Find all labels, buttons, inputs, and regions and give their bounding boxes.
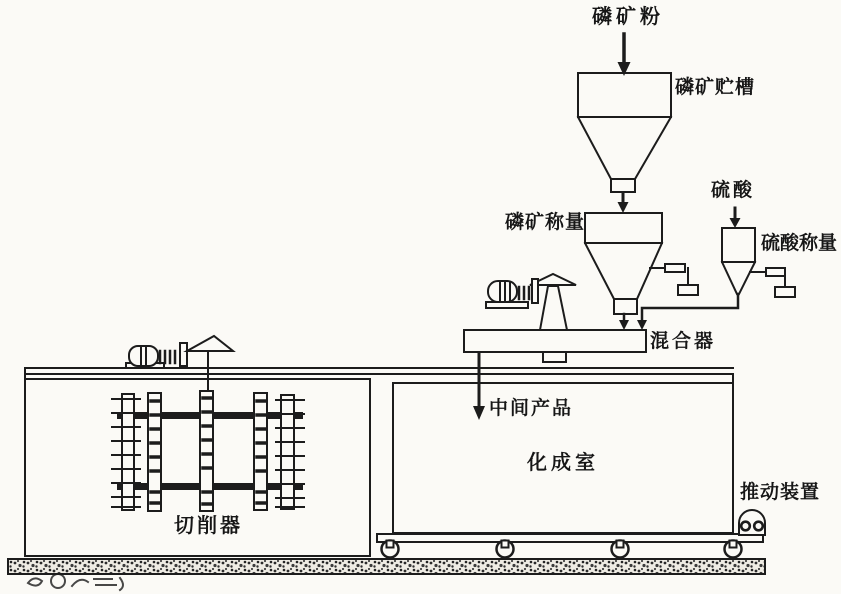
label-phosphate-powder: 磷矿粉 <box>592 4 664 28</box>
phosphate-scale-linkage <box>650 264 698 295</box>
watermark <box>28 574 123 590</box>
label-curing-chamber: 化成室 <box>527 450 599 474</box>
sulfuric-pipe-arrow <box>637 294 738 330</box>
mixer-body-shape <box>464 330 646 362</box>
label-phosphate-storage-hopper: 磷矿贮槽 <box>675 76 756 98</box>
label-intermediate-product: 中间产品 <box>489 397 574 419</box>
sulfuric-scale-linkage <box>750 268 795 297</box>
sulfuric-weigh-hopper-shape <box>722 228 755 294</box>
phosphate-storage-hopper-shape <box>578 73 671 192</box>
phosphate-weigh-hopper-shape <box>585 213 662 314</box>
cutter-motor <box>126 336 233 392</box>
label-phosphate-weigher: 磷矿称量 <box>505 211 586 233</box>
label-cutter: 切削器 <box>174 513 243 537</box>
label-mixer: 混合器 <box>650 330 717 352</box>
label-sulfuric-acid: 硫酸 <box>711 179 756 201</box>
trolley-wheels <box>382 541 742 558</box>
phosphate-feed-arrow <box>618 34 631 76</box>
phosphate-discharge-arrow <box>619 314 629 330</box>
ground-strip <box>8 559 765 574</box>
cutter-assembly <box>112 391 304 511</box>
sulfuric-feed-arrow <box>730 208 741 228</box>
label-pusher: 推动装置 <box>740 481 821 503</box>
storage-to-weigher-arrow <box>618 193 629 213</box>
intermediate-product-arrow <box>473 353 485 420</box>
mixer-motor <box>486 279 538 308</box>
trolley-platform <box>377 534 763 542</box>
pusher-device <box>739 510 765 535</box>
label-sulfuric-weigher: 硫酸称量 <box>761 232 838 254</box>
